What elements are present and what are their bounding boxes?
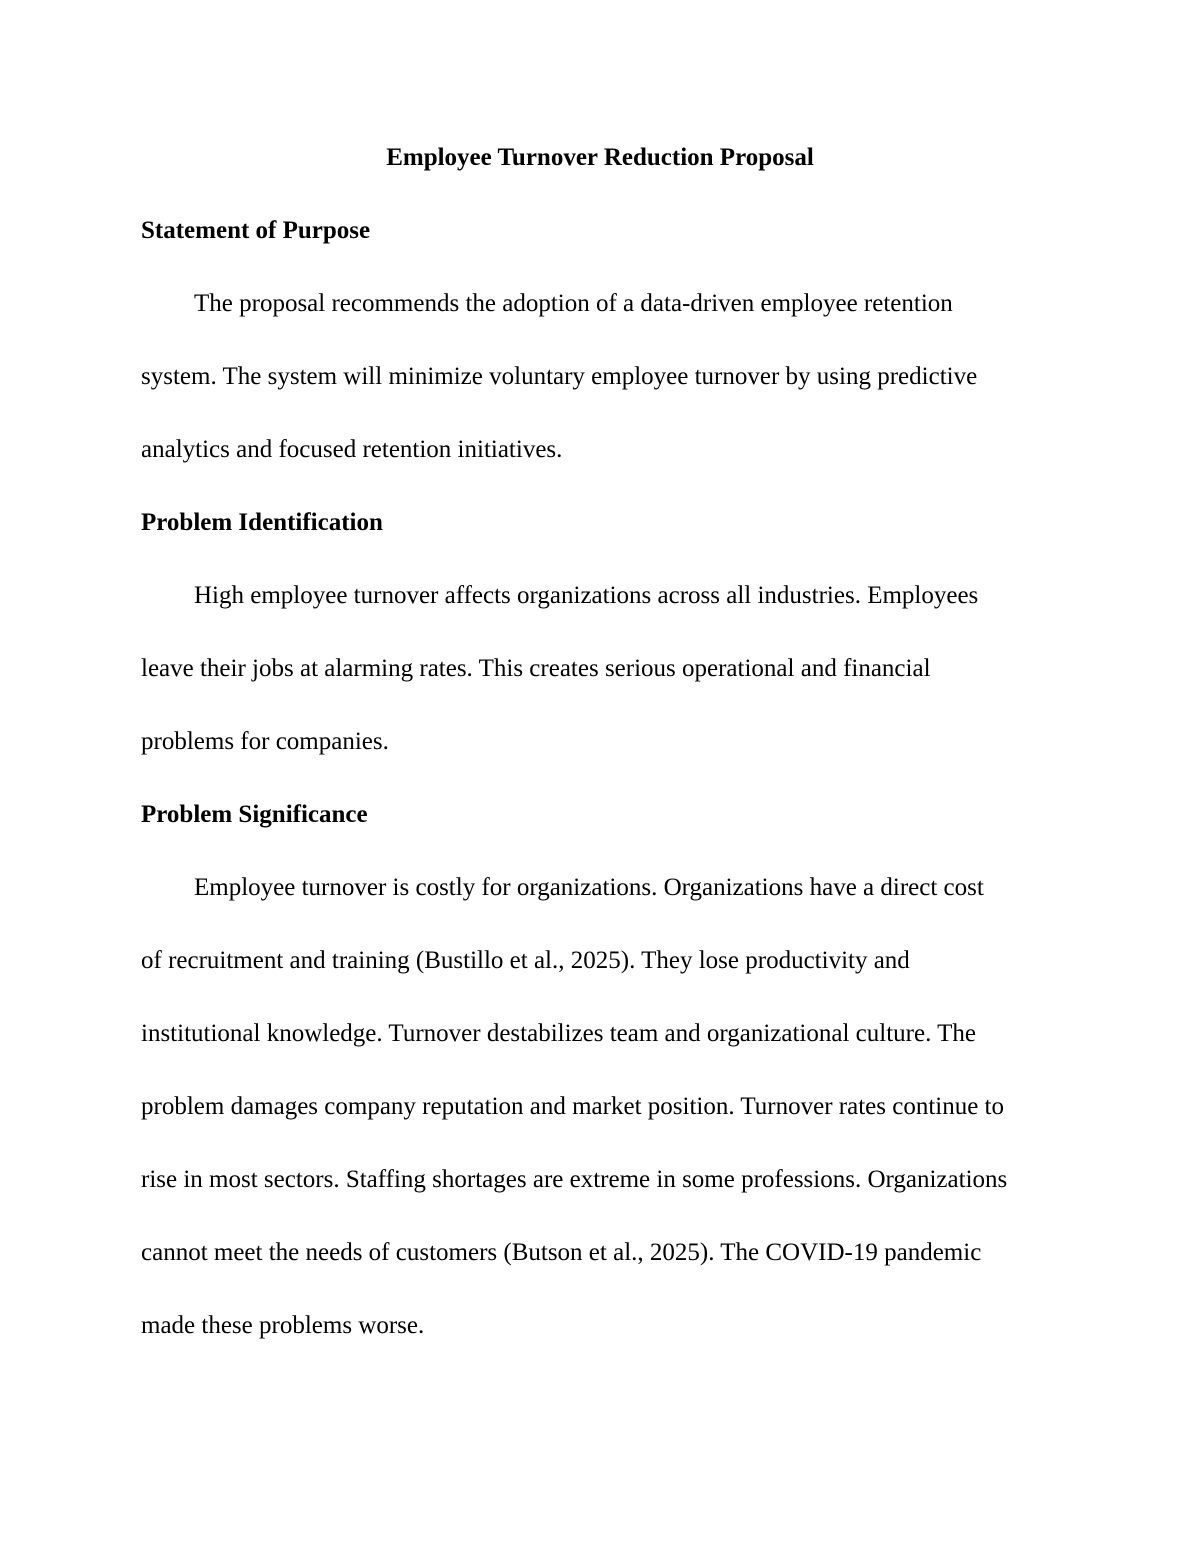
paragraph-line: leave their jobs at alarming rates. This creates serious operational and financial (141, 655, 931, 682)
paragraph-line: made these problems worse. (141, 1312, 425, 1339)
paragraph-line: institutional knowledge. Turnover destabilizes team and organizational culture. The (141, 1020, 976, 1047)
paragraph-line: of recruitment and training (Bustillo et al., 2025). They lose productivity and (141, 947, 910, 974)
paragraph-line: analytics and focused retention initiatives. (141, 436, 563, 463)
paragraph-line: rise in most sectors. Staffing shortages are extreme in some professions. Organizations (141, 1166, 1008, 1193)
section-heading-statement-of-purpose: Statement of Purpose (141, 217, 371, 244)
paragraph-line: cannot meet the needs of customers (Butson et al., 2025). The COVID-19 pandemic (141, 1239, 982, 1266)
paragraph-line: problems for companies. (141, 728, 389, 755)
section-heading-problem-identification: Problem Identification (141, 509, 383, 536)
paragraph-line: problem damages company reputation and market position. Turnover rates continue to (141, 1093, 1005, 1120)
paragraph-line: The proposal recommends the adoption of a data-driven employee retention (194, 290, 953, 317)
document-title: Employee Turnover Reduction Proposal (386, 144, 814, 171)
paragraph-line: system. The system will minimize voluntary employee turnover by using predictive (141, 363, 978, 390)
section-heading-problem-significance: Problem Significance (141, 801, 368, 828)
paragraph-line: High employee turnover affects organizations across all industries. Employees (194, 582, 979, 609)
paragraph-line: Employee turnover is costly for organizations. Organizations have a direct cost (194, 874, 984, 901)
